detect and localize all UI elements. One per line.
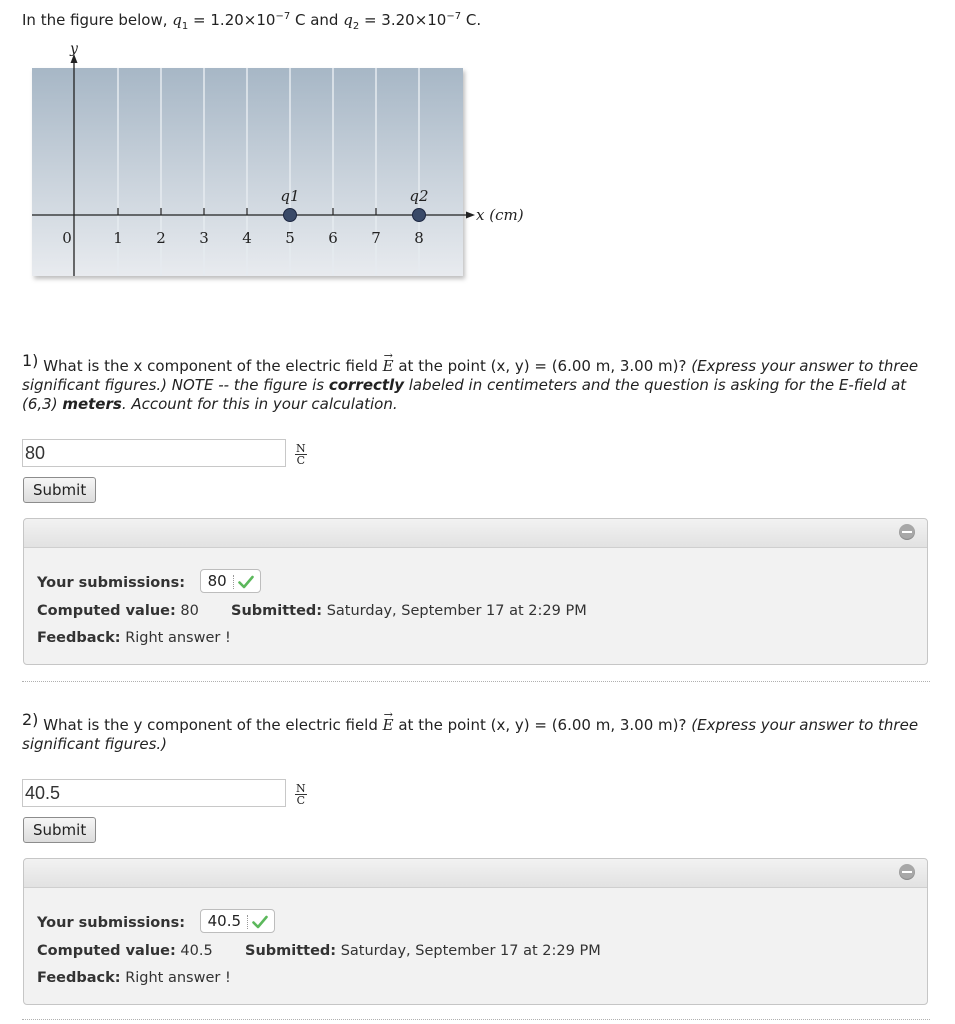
computed-value-row: Computed value: 80: [37, 603, 199, 619]
feedback-row: Feedback: Right answer !: [37, 630, 231, 646]
submitted-time-row: Submitted: Saturday, September 17 at 2:29 PM: [245, 943, 601, 959]
y-axis-label: y: [70, 41, 78, 57]
submission-panel-1: [23, 518, 928, 665]
panel-header: [24, 519, 927, 548]
tick-label-6: 6: [328, 229, 338, 247]
collapse-icon[interactable]: [899, 524, 915, 540]
your-submissions-row: Your submissions: 80: [37, 571, 261, 595]
submission-entry[interactable]: 80: [200, 569, 261, 593]
tick-label-0: 0: [62, 229, 72, 247]
check-icon: [238, 575, 254, 589]
x-axis-label: x (cm): [476, 206, 524, 224]
charge-figure: [28, 40, 538, 290]
charge-q1-label: q1: [280, 187, 300, 205]
tick-label-2: 2: [156, 229, 166, 247]
computed-value-row: Computed value: 40.5: [37, 943, 213, 959]
submit-button-2[interactable]: Submit: [23, 817, 96, 843]
divider: [22, 681, 930, 682]
collapse-icon[interactable]: [899, 864, 915, 880]
e-field-symbol: → E: [383, 357, 394, 376]
tick-label-8: 8: [414, 229, 424, 247]
your-submissions-row: Your submissions: 40.5: [37, 911, 275, 935]
question-2: 2) What is the y component of the electric field → E at the point (x, y) = (6.00 m, 3.00 m)? (Express your answer to three significant figures.): [22, 715, 927, 754]
submitted-time-row: Submitted: Saturday, September 17 at 2:29 PM: [231, 603, 587, 619]
question-number: 1): [22, 351, 39, 370]
problem-intro: In the figure below, $q_1 = 1.20\times 10^{-7}$ C and $q_2 = 3.20\times 10^{-7}$ C.: [22, 11, 482, 32]
charge-q1: [284, 209, 297, 222]
x-axis-arrow-icon: [466, 212, 475, 219]
answer-input-1[interactable]: 80: [22, 439, 286, 467]
charge-q2: [413, 209, 426, 222]
e-field-symbol: → E: [383, 716, 394, 735]
tick-label-1: 1: [113, 229, 123, 247]
divider: [22, 1019, 930, 1020]
submission-entry[interactable]: 40.5: [200, 909, 275, 933]
tick-label-4: 4: [242, 229, 252, 247]
submission-panel-2: [23, 858, 928, 1005]
unit-n-per-c-1: N C: [296, 442, 306, 467]
figure-svg: [28, 40, 538, 290]
tick-label-3: 3: [199, 229, 209, 247]
question-1: 1) What is the x component of the electric field → E at the point (x, y) = (6.00 m, 3.00 m)? (Express your answer to three significant figures.) NOTE -- the figure is correctly labeled in centimeters and the question is asking for the E-field at (6,3) meters. Account for this in your calculation.: [22, 356, 927, 414]
answer-input-2[interactable]: 40.5: [22, 779, 286, 807]
tick-label-5: 5: [285, 229, 295, 247]
check-icon: [252, 915, 268, 929]
feedback-row: Feedback: Right answer !: [37, 970, 231, 986]
submit-button-1[interactable]: Submit: [23, 477, 96, 503]
panel-header: [24, 859, 927, 888]
tick-label-7: 7: [371, 229, 381, 247]
question-number: 2): [22, 710, 39, 729]
charge-q2-label: q2: [409, 187, 429, 205]
unit-n-per-c-2: N C: [296, 782, 306, 807]
